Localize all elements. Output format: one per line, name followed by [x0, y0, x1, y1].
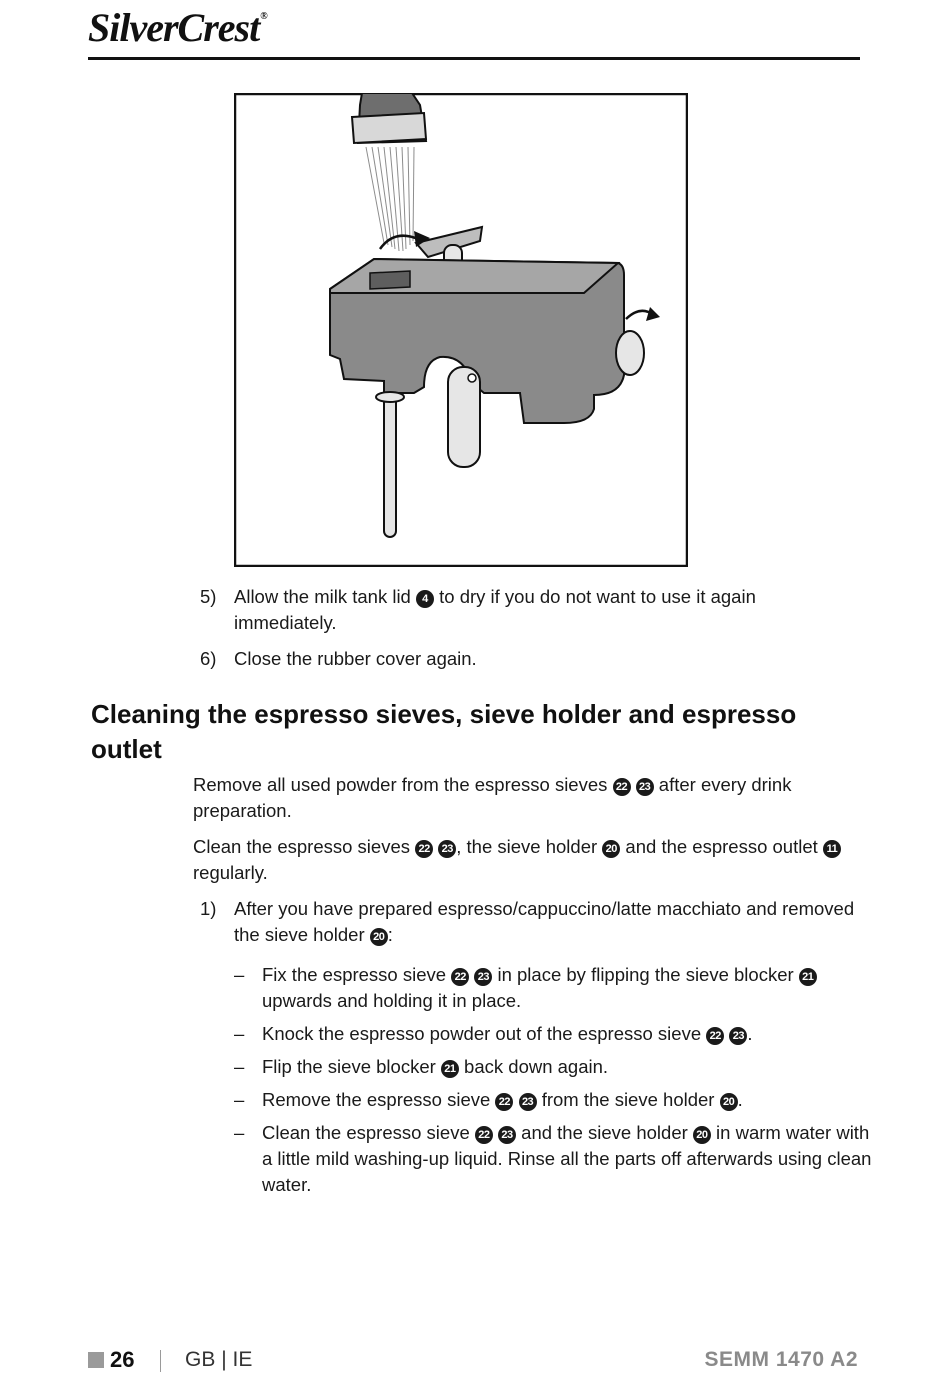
dash-marker: –	[234, 1122, 245, 1143]
badge-icon: 23	[729, 1027, 747, 1045]
model-number: SEMM 1470 A2	[704, 1348, 858, 1371]
paragraph: Clean the espresso sieves 22 23 , the sieve holder 20 and the espresso outlet 11 regularly.	[193, 834, 853, 886]
footer-square-icon	[88, 1352, 104, 1368]
badge-icon: 4	[416, 590, 434, 608]
section-title: Cleaning the espresso sieves, sieve holder and espresso outlet	[91, 699, 797, 764]
bullet-item: – Flip the sieve blocker 21 back down again.	[234, 1054, 882, 1080]
bullet-item: – Clean the espresso sieve 22 23 and the sieve holder 20 in warm water with a little mild washing-up liquid. Rinse all the parts off afterwards using clean water.	[234, 1122, 872, 1195]
dash-marker: –	[234, 1089, 245, 1110]
step-number: 5)	[200, 586, 217, 607]
step-item: 5) Allow the milk tank lid 4 to dry if you do not want to use it again immediately.	[200, 586, 756, 633]
badge-icon: 20	[693, 1126, 711, 1144]
badge-icon: 22	[495, 1093, 513, 1111]
step-number: 1)	[200, 898, 217, 919]
step-item: 6) Close the rubber cover again.	[193, 646, 858, 672]
step-list-section	[193, 896, 858, 948]
badge-icon: 22	[415, 840, 433, 858]
badge-icon: 21	[799, 968, 817, 986]
badge-icon: 23	[519, 1093, 537, 1111]
paragraph: Remove all used powder from the espresso sieves 22 23 after every drink preparation.	[193, 774, 792, 821]
badge-icon: 23	[498, 1126, 516, 1144]
badge-icon: 22	[475, 1126, 493, 1144]
badge-icon: 23	[438, 840, 456, 858]
badge-icon: 20	[602, 840, 620, 858]
badge-icon: 21	[441, 1060, 459, 1078]
badge-icon: 22	[451, 968, 469, 986]
badge-icon: 22	[613, 778, 631, 796]
badge-icon: 23	[636, 778, 654, 796]
badge-icon: 11	[823, 840, 841, 858]
brand-logo: SilverCrest®	[88, 5, 267, 50]
dash-marker: –	[234, 964, 245, 985]
dash-marker: –	[234, 1056, 245, 1077]
header-rule	[88, 57, 860, 60]
step-list-top	[193, 584, 858, 672]
dash-marker: –	[234, 1023, 245, 1044]
milk-tank-illustration	[234, 93, 688, 567]
bullet-item: – Remove the espresso sieve 22 23 from the sieve holder 20 .	[234, 1087, 882, 1113]
page-number: 26	[110, 1347, 135, 1372]
step-item: 1) After you have prepared espresso/cappuccino/latte macchiato and removed the sieve holder 20 :	[200, 898, 855, 945]
footer-divider	[160, 1350, 161, 1372]
bullet-item: – Knock the espresso powder out of the espresso sieve 22 23 .	[234, 1021, 882, 1047]
badge-icon: 23	[474, 968, 492, 986]
badge-icon: 20	[370, 928, 388, 946]
step-number: 6)	[200, 648, 217, 669]
badge-icon: 22	[706, 1027, 724, 1045]
locale-label: GB | IE	[185, 1348, 253, 1371]
badge-icon: 20	[720, 1093, 738, 1111]
bullet-item: – Fix the espresso sieve 22 23 in place by flipping the sieve blocker 21 upwards and holding it in place.	[234, 962, 882, 1014]
